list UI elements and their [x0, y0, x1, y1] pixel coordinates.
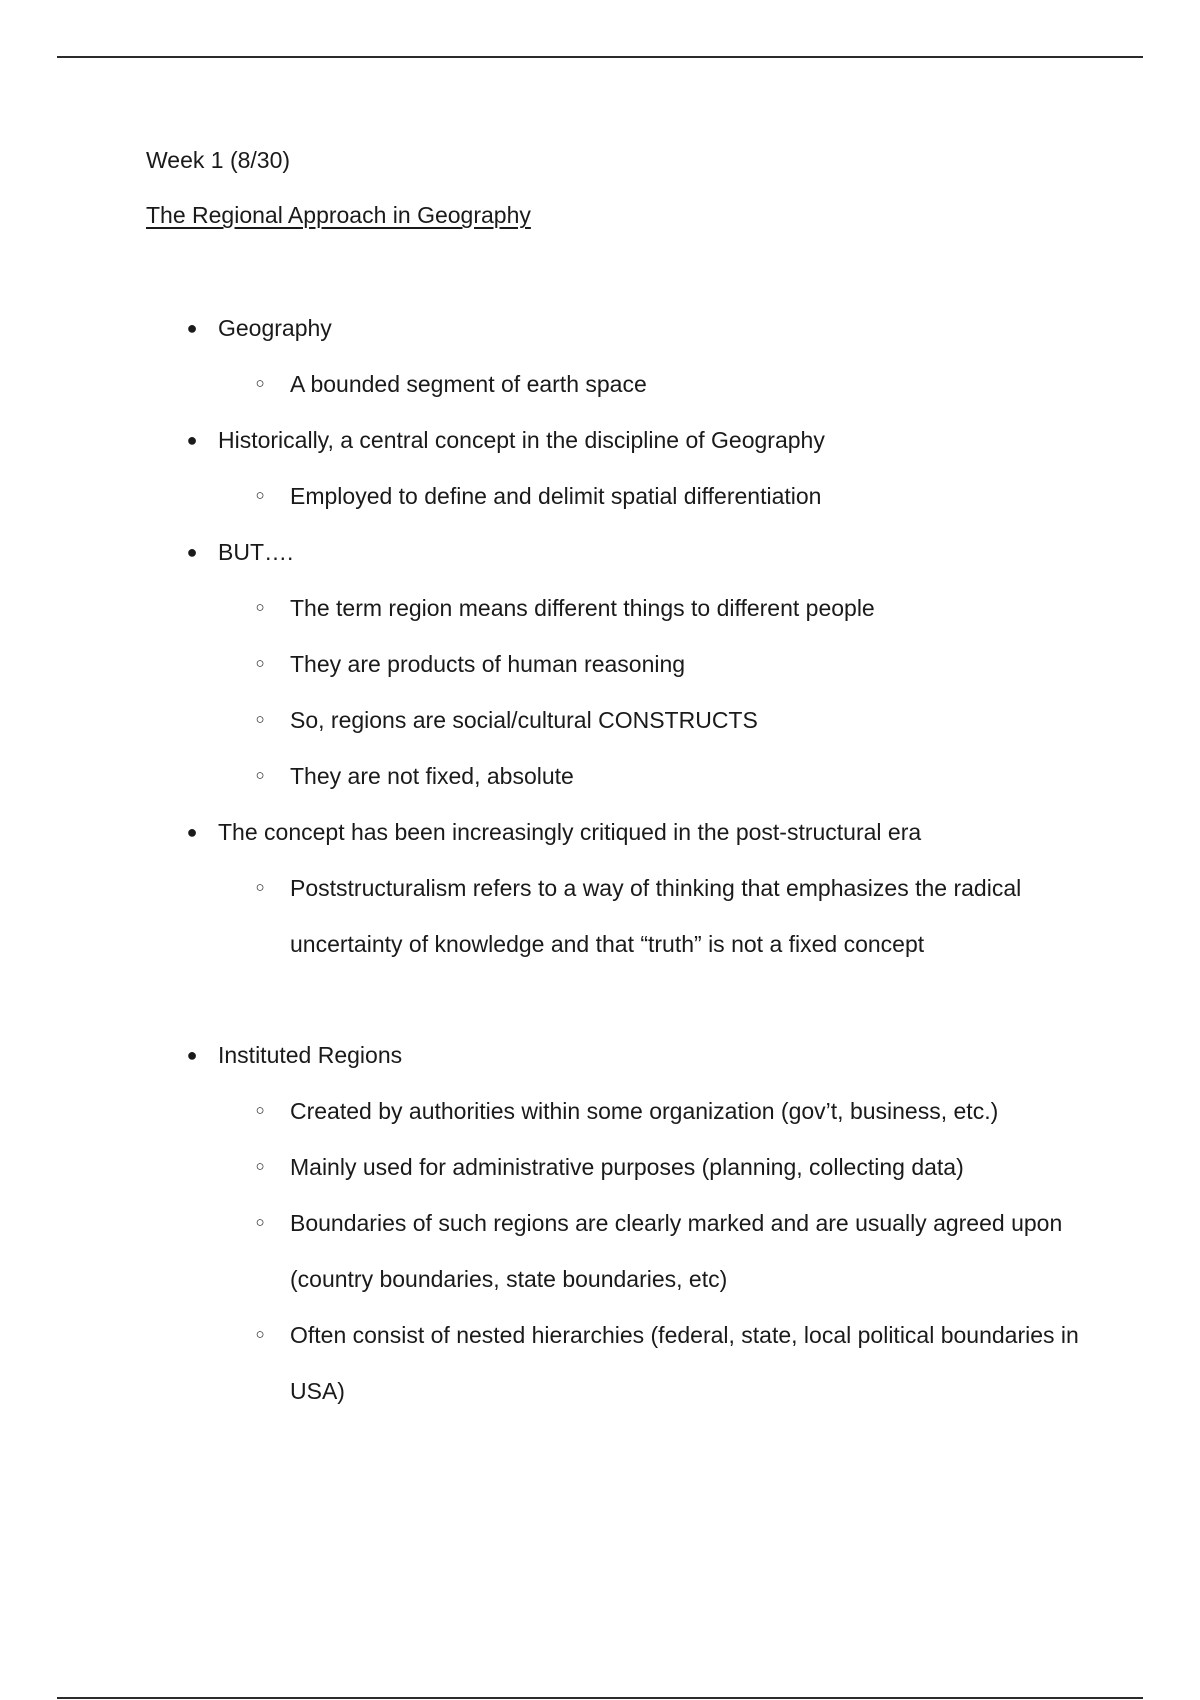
circle-bullet-icon: ○ — [255, 879, 265, 896]
sub-list-item — [218, 1139, 1106, 1195]
sub-list-item-text: Poststructuralism refers to a way of thinking that emphasizes the radical uncertainty of knowledge and that “truth” is not a fixed concept — [290, 875, 1022, 957]
sub-list-item-text: So, regions are social/cultural CONSTRUCTS — [290, 707, 758, 733]
list-item-text: Instituted Regions — [218, 1042, 403, 1068]
circle-bullet-icon: ○ — [255, 487, 265, 504]
sub-list — [218, 356, 1106, 412]
sub-list-item-text: Employed to define and delimit spatial differentiation — [290, 483, 822, 509]
sub-list — [218, 580, 1106, 804]
bullet-icon: ● — [186, 822, 198, 842]
list-item — [146, 524, 1106, 804]
sub-list-item-text: The term region means different things to different people — [290, 595, 875, 621]
sub-list-item — [218, 1307, 1106, 1419]
list-item — [146, 412, 1106, 524]
sub-list-item — [218, 1083, 1106, 1139]
list-item — [146, 1027, 1106, 1419]
sub-list-item-text: Often consist of nested hierarchies (federal, state, local political boundaries in USA) — [290, 1322, 1079, 1404]
bullet-icon: ● — [186, 318, 198, 338]
bullet-icon: ● — [186, 542, 198, 562]
list-item — [146, 300, 1106, 412]
sub-list-item — [218, 580, 1106, 636]
circle-bullet-icon: ○ — [255, 599, 265, 616]
list-item-text: The concept has been increasingly critiqued in the post-structural era — [218, 819, 922, 845]
page-title: The Regional Approach in Geography — [146, 202, 531, 228]
sub-list-item-text: They are products of human reasoning — [290, 651, 686, 677]
outline-list — [146, 300, 1106, 972]
circle-bullet-icon: ○ — [255, 1102, 265, 1119]
sub-list-item — [218, 1195, 1106, 1307]
circle-bullet-icon: ○ — [255, 711, 265, 728]
sub-list-item-text: They are not fixed, absolute — [290, 763, 574, 789]
outline-list — [146, 1027, 1106, 1419]
bullet-icon: ● — [186, 1045, 198, 1065]
sub-list-item-text: Boundaries of such regions are clearly marked and are usually agreed upon (country boundaries, state boundaries, etc) — [290, 1210, 1063, 1292]
week-heading: Week 1 (8/30) — [146, 147, 291, 173]
circle-bullet-icon: ○ — [255, 375, 265, 392]
sub-list — [218, 1083, 1106, 1419]
sub-list-item — [218, 692, 1106, 748]
sub-list-item-text: Created by authorities within some organization (gov’t, business, etc.) — [290, 1098, 999, 1124]
bottom-rule — [57, 1697, 1143, 1699]
circle-bullet-icon: ○ — [255, 655, 265, 672]
list-item-text: Geography — [218, 315, 332, 341]
sub-list-item — [218, 636, 1106, 692]
spacer — [146, 972, 1106, 1027]
sub-list-item — [218, 468, 1106, 524]
document-body — [146, 140, 1106, 1419]
sub-list-item — [218, 356, 1106, 412]
circle-bullet-icon: ○ — [255, 1214, 265, 1231]
circle-bullet-icon: ○ — [255, 767, 265, 784]
sub-list — [218, 860, 1106, 972]
sub-list — [218, 468, 1106, 524]
sub-list-item — [218, 860, 1106, 972]
sub-list-item-text: A bounded segment of earth space — [290, 371, 647, 397]
circle-bullet-icon: ○ — [255, 1158, 265, 1175]
list-item-text: BUT…. — [218, 539, 294, 565]
sub-list-item-text: Mainly used for administrative purposes (planning, collecting data) — [290, 1154, 964, 1180]
circle-bullet-icon: ○ — [255, 1326, 265, 1343]
list-item — [146, 804, 1106, 972]
list-item-text: Historically, a central concept in the discipline of Geography — [218, 427, 825, 453]
top-rule — [57, 56, 1143, 58]
bullet-icon: ● — [186, 430, 198, 450]
sub-list-item — [218, 748, 1106, 804]
